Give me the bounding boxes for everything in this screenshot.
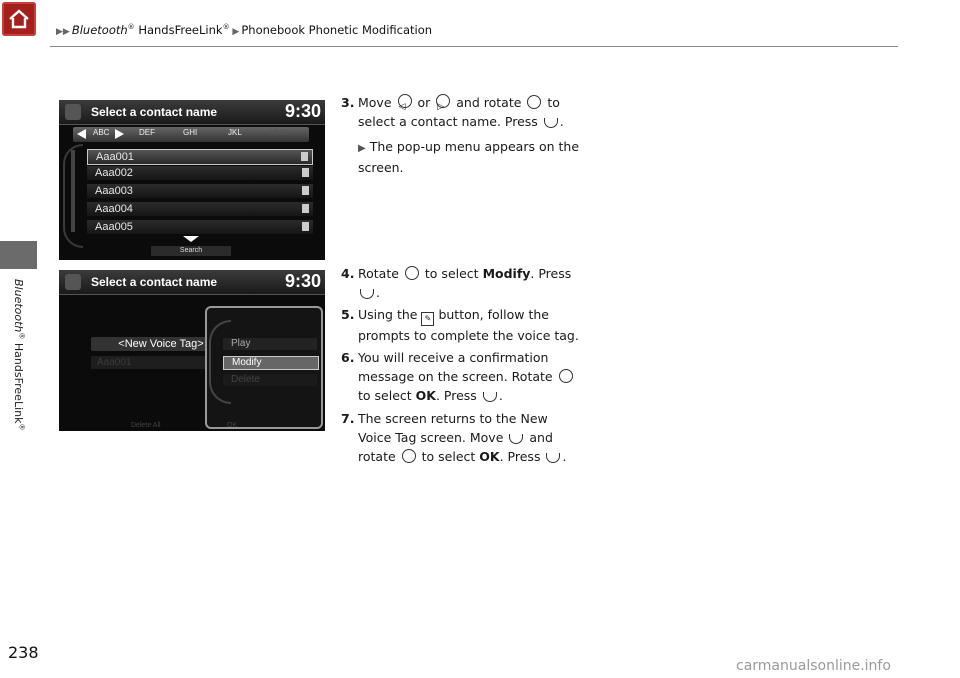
breadcrumb <box>56 23 432 37</box>
step-text: . <box>562 449 567 464</box>
menu-item-delete[interactable]: Delete <box>223 374 317 386</box>
breadcrumb-arrow-icon: ▶ <box>229 27 240 37</box>
interface-dial-icon <box>405 266 419 280</box>
registered-mark: ® <box>127 23 135 32</box>
step-number: 5. <box>341 307 355 322</box>
interface-dial-icon <box>527 95 541 109</box>
tab-ghi[interactable]: GHI <box>183 128 198 137</box>
ok-button[interactable]: OK <box>227 422 238 429</box>
interface-dial-icon <box>402 449 416 463</box>
arrow-icon: ▶ <box>358 143 366 154</box>
breadcrumb-current: Phonebook Phonetic Modification <box>241 23 433 37</box>
contact-row[interactable] <box>87 184 313 198</box>
step-keyword: Modify <box>482 266 531 281</box>
watermark: carmanualsonline.info <box>736 658 891 674</box>
contact-name: Aaa004 <box>95 203 133 215</box>
step-text: . Press <box>499 449 541 464</box>
step-keyword: OK <box>415 388 436 403</box>
breadcrumb-handsfreelink[interactable]: HandsFreeLink <box>134 23 223 37</box>
step-text: and rotate <box>456 95 522 110</box>
step-5 <box>341 305 581 345</box>
contact-row[interactable] <box>87 149 313 165</box>
chevron-down-icon <box>183 236 199 242</box>
talk-button-icon: ✎ <box>421 312 434 326</box>
contact-name: Aaa001 <box>96 151 134 163</box>
breadcrumb-arrow-icon: ▶▶ <box>56 27 70 37</box>
step-note: The pop-up menu appears on the screen. <box>358 139 580 175</box>
screen-contact-list <box>59 100 325 260</box>
step-text: You will receive a confirmation message on the screen. Rotate <box>358 350 553 384</box>
page-number: 238 <box>8 643 39 662</box>
contact-row[interactable] <box>87 202 313 216</box>
tab-right-arrow-icon[interactable] <box>115 129 124 139</box>
breadcrumb-bluetooth[interactable]: Bluetooth <box>71 23 128 37</box>
step-3 <box>341 93 581 177</box>
screen-title: Select a contact name <box>91 105 218 119</box>
scrollbar[interactable] <box>71 150 75 232</box>
step-text: button, follow the prompts to complete the voice tag. <box>358 307 579 343</box>
step-text: The screen returns to the New Voice Tag screen. Move <box>358 411 548 445</box>
step-text: Move <box>358 95 392 110</box>
step-text: . Press <box>530 266 572 281</box>
interface-dial-down-icon <box>509 434 523 444</box>
header-divider <box>50 46 898 47</box>
step-text: to select <box>358 388 412 403</box>
step-number: 6. <box>341 350 355 365</box>
phonetic-icon <box>302 222 309 231</box>
step-text: . <box>498 388 503 403</box>
phone-icon <box>65 104 81 120</box>
step-text: to select <box>421 449 476 464</box>
interface-dial-press-icon <box>546 453 560 463</box>
interface-dial-right-icon <box>436 94 450 108</box>
step-text: Using the <box>358 307 418 322</box>
contact-name: Aaa002 <box>95 167 133 179</box>
screen-topbar <box>59 270 325 295</box>
step-7 <box>341 409 581 466</box>
step-number: 7. <box>341 411 355 426</box>
screen-popup-menu <box>59 270 325 431</box>
contact-row[interactable] <box>87 220 313 234</box>
clock: 9:30 <box>284 101 321 121</box>
screen-topbar <box>59 100 325 125</box>
contact-row: Aaa001 <box>91 356 237 369</box>
delete-all-button[interactable]: Delete All <box>131 422 161 429</box>
step-text: . <box>559 114 564 129</box>
interface-dial-press-icon <box>544 118 558 128</box>
step-number: 3. <box>341 95 355 110</box>
step-text: . <box>376 285 380 300</box>
interface-dial-press-icon <box>360 289 374 299</box>
step-text: Rotate <box>358 266 399 281</box>
step-text: or <box>417 95 431 110</box>
tab-jkl[interactable]: JKL <box>228 128 242 137</box>
phone-icon <box>65 274 81 290</box>
step-text: to select a contact name. Press <box>358 95 560 129</box>
phonetic-icon <box>301 152 308 161</box>
contact-name: Aaa003 <box>95 185 133 197</box>
interface-dial-press-icon <box>483 392 497 402</box>
phonetic-icon <box>302 168 309 177</box>
menu-item-modify[interactable]: Modify <box>223 356 319 370</box>
step-text: and rotate <box>358 430 553 464</box>
step-text: . Press <box>435 388 477 403</box>
phonetic-icon <box>302 204 309 213</box>
interface-dial-icon <box>559 369 573 383</box>
registered-mark: ® <box>17 423 26 431</box>
contact-row[interactable] <box>87 166 313 180</box>
screen-title: Select a contact name <box>91 275 218 289</box>
step-number: 4. <box>341 266 355 281</box>
menu-item-play[interactable]: Play <box>223 338 317 350</box>
tab-abc[interactable]: ABC <box>93 128 110 137</box>
tab-def[interactable]: DEF <box>139 128 155 137</box>
side-section-label <box>12 279 26 430</box>
step-keyword: OK <box>479 449 500 464</box>
side-label-hfl: HandsFreeLink <box>12 339 25 424</box>
clock: 9:30 <box>284 271 321 291</box>
home-icon[interactable] <box>2 2 36 36</box>
step-4 <box>341 264 581 302</box>
registered-mark: ® <box>222 23 230 32</box>
side-label-bluetooth: Bluetooth <box>12 279 25 333</box>
section-tab <box>0 241 37 269</box>
interface-dial-left-icon <box>398 94 412 108</box>
tab-mno[interactable]: MNO <box>270 128 289 137</box>
registered-mark: ® <box>17 332 26 340</box>
search-button[interactable]: Search <box>151 246 231 256</box>
alphabet-tabs <box>73 127 309 142</box>
dial-bezel <box>209 320 231 404</box>
step-6 <box>341 348 581 405</box>
tab-left-arrow-icon[interactable] <box>77 129 86 139</box>
new-voice-tag-row[interactable]: <New Voice Tag> <box>91 337 231 351</box>
step-text: to select <box>424 266 479 281</box>
contact-name: Aaa005 <box>95 221 133 233</box>
phonetic-icon <box>302 186 309 195</box>
